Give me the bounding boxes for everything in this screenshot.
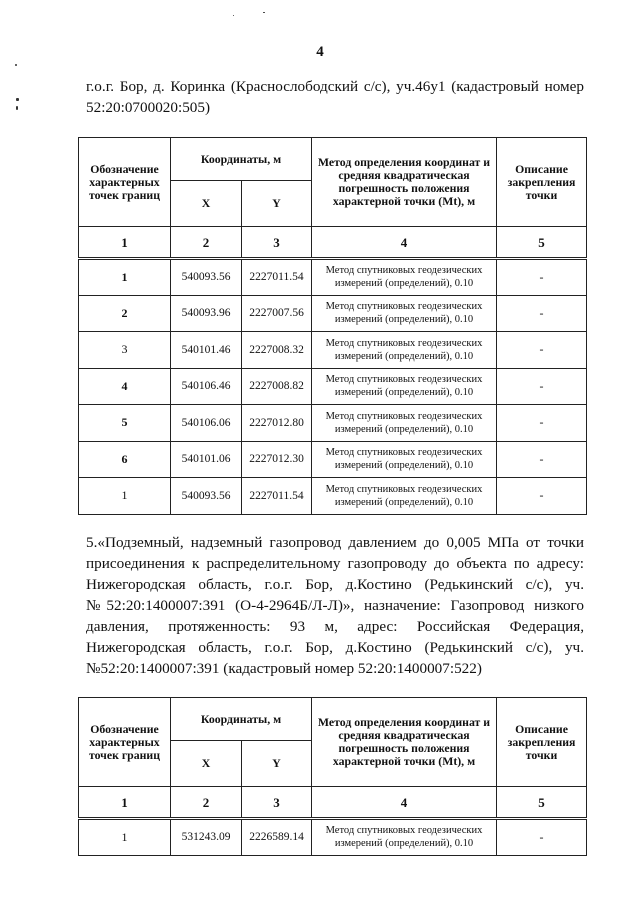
table-row <box>79 259 587 296</box>
method-cell: Метод спутниковых геодезических измерений (определений), 0.10 <box>312 405 497 442</box>
method-cell: Метод спутниковых геодезических измерений (определений), 0.10 <box>312 441 497 478</box>
method-cell: Метод спутниковых геодезических измерений (определений), 0.10 <box>312 478 497 515</box>
method-cell: Метод спутниковых геодезических измерений (определений), 0.10 <box>312 295 497 332</box>
coord-y: 2227008.32 <box>242 332 312 369</box>
coord-y: 2227012.80 <box>242 405 312 442</box>
scan-speck <box>233 15 234 16</box>
column-index: 5 <box>497 787 587 819</box>
method-cell: Метод спутниковых геодезических измерений (определений), 0.10 <box>312 259 497 296</box>
column-index: 2 <box>171 227 242 259</box>
coord-x: 540101.06 <box>171 441 242 478</box>
description-cell: - <box>497 332 587 369</box>
coord-y: 2227011.54 <box>242 259 312 296</box>
point-label: 1 <box>79 259 171 296</box>
table-row <box>79 405 587 442</box>
table-row <box>79 478 587 515</box>
column-index: 4 <box>312 227 497 259</box>
method-cell: Метод спутниковых геодезических измерений (определений), 0.10 <box>312 368 497 405</box>
column-index: 1 <box>79 787 171 819</box>
coord-y: 2227011.54 <box>242 478 312 515</box>
table-row <box>79 295 587 332</box>
scan-speck <box>15 64 17 66</box>
header-coordinates: Координаты, м <box>171 138 312 181</box>
method-cell: Метод спутниковых геодезических измерений (определений), 0.10 <box>312 819 497 856</box>
description-cell: - <box>497 478 587 515</box>
point-label: 5 <box>79 405 171 442</box>
description-cell: - <box>497 295 587 332</box>
coord-x: 540101.46 <box>171 332 242 369</box>
description-cell: - <box>497 368 587 405</box>
method-cell: Метод спутниковых геодезических измерений (определений), 0.10 <box>312 332 497 369</box>
header-coordinates: Координаты, м <box>171 698 312 741</box>
column-index: 4 <box>312 787 497 819</box>
coord-y: 2227012.30 <box>242 441 312 478</box>
scan-speck <box>16 98 19 101</box>
header-method: Метод определения координат и средняя квадратическая погрешность положения характерной точки (Mt), м <box>312 138 497 227</box>
page-number: 4 <box>316 44 324 60</box>
object-description-5: 5.«Подземный, надземный газопровод давлением до 0,005 МПа от точки присоединения к распределительному газопроводу до объекта по адресу: Нижегородская область, г.о.г. Бор, д.Костино (Редькинский с/с), уч.№52:20:1400007:391 (О-4-2964Б/Л-Л)», назначение: Газопровод низкого давления, протяженность: 93 м, адрес: Российская Федерация, Нижегородская область, г.о.г. Бор, д.Костино (Редькинский с/с), уч.№52:20:1400007:391 (кадастровый номер 52:20:1400007:522) <box>86 534 584 677</box>
coord-x: 531243.09 <box>171 819 242 856</box>
coord-y: 2226589.14 <box>242 819 312 856</box>
coord-x: 540093.56 <box>171 478 242 515</box>
table-row <box>79 368 587 405</box>
header-point: Обозначение характерных точек границ <box>79 138 171 227</box>
description-cell: - <box>497 405 587 442</box>
header-method: Метод определения координат и средняя квадратическая погрешность положения характерной точки (Mt), м <box>312 698 497 787</box>
column-index: 5 <box>497 227 587 259</box>
header-y: Y <box>242 181 312 227</box>
header-x: X <box>171 741 242 787</box>
header-x: X <box>171 181 242 227</box>
point-label: 1 <box>79 478 171 515</box>
column-index: 3 <box>242 227 312 259</box>
coord-x: 540093.96 <box>171 295 242 332</box>
description-cell: - <box>497 259 587 296</box>
table-row <box>79 819 587 856</box>
scan-speck <box>263 12 265 13</box>
coord-y: 2227007.56 <box>242 295 312 332</box>
description-cell: - <box>497 441 587 478</box>
point-label: 1 <box>79 819 171 856</box>
header-y: Y <box>242 741 312 787</box>
point-label: 4 <box>79 368 171 405</box>
coordinates-table-2 <box>78 697 587 856</box>
object-description-1: г.о.г. Бор, д. Коринка (Краснослободский с/с), уч.46у1 (кадастровый номер 52:20:0700020:505) <box>86 78 584 116</box>
coordinates-table-1 <box>78 137 587 515</box>
header-description: Описание закрепления точки <box>497 138 587 227</box>
column-index: 3 <box>242 787 312 819</box>
header-description: Описание закрепления точки <box>497 698 587 787</box>
point-label: 2 <box>79 295 171 332</box>
table-row <box>79 332 587 369</box>
coord-y: 2227008.82 <box>242 368 312 405</box>
scan-speck <box>16 106 18 110</box>
description-cell: - <box>497 819 587 856</box>
coord-x: 540093.56 <box>171 259 242 296</box>
column-index: 1 <box>79 227 171 259</box>
coord-x: 540106.46 <box>171 368 242 405</box>
header-point: Обозначение характерных точек границ <box>79 698 171 787</box>
table-row <box>79 441 587 478</box>
point-label: 6 <box>79 441 171 478</box>
coord-x: 540106.06 <box>171 405 242 442</box>
point-label: 3 <box>79 332 171 369</box>
column-index: 2 <box>171 787 242 819</box>
